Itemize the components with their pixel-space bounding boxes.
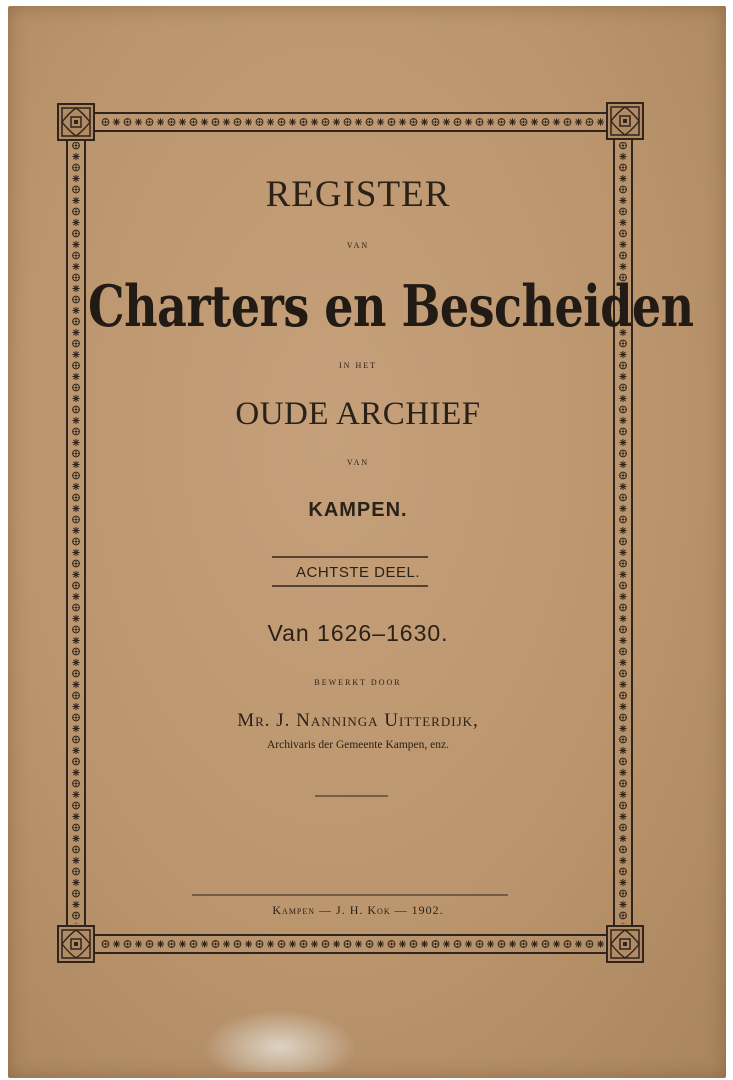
edited-by-label: BEWERKT DOOR (314, 678, 402, 687)
border-bottom (94, 935, 610, 953)
border-left (67, 138, 85, 928)
connector-in-het: IN HET (339, 361, 377, 370)
corner-ornament-bottom-right (607, 926, 643, 962)
corner-ornament-top-right (607, 103, 643, 139)
author-role: Archivaris der Gemeente Kampen, enz. (266, 739, 449, 751)
connector-van: VAN (346, 241, 370, 250)
city-title: KAMPEN. (308, 499, 408, 521)
title-oude-archief: OUDE ARCHIEF (235, 396, 481, 432)
border-right (614, 138, 632, 928)
title-register: REGISTER (265, 174, 451, 215)
border-top (94, 113, 610, 131)
author-name: Mr. J. Nanninga Uitterdijk, (237, 710, 479, 731)
period-label: Van 1626–1630. (267, 620, 449, 646)
corner-ornament-bottom-left (58, 926, 94, 962)
connector-van-second: VAN (346, 458, 370, 467)
title-charters: Charters en Bescheiden (88, 272, 694, 340)
imprint-line: Kampen — J. H. Kok — 1902. (272, 903, 444, 917)
corner-ornament-top-left (58, 104, 94, 140)
volume-label: ACHTSTE DEEL. (295, 564, 421, 581)
